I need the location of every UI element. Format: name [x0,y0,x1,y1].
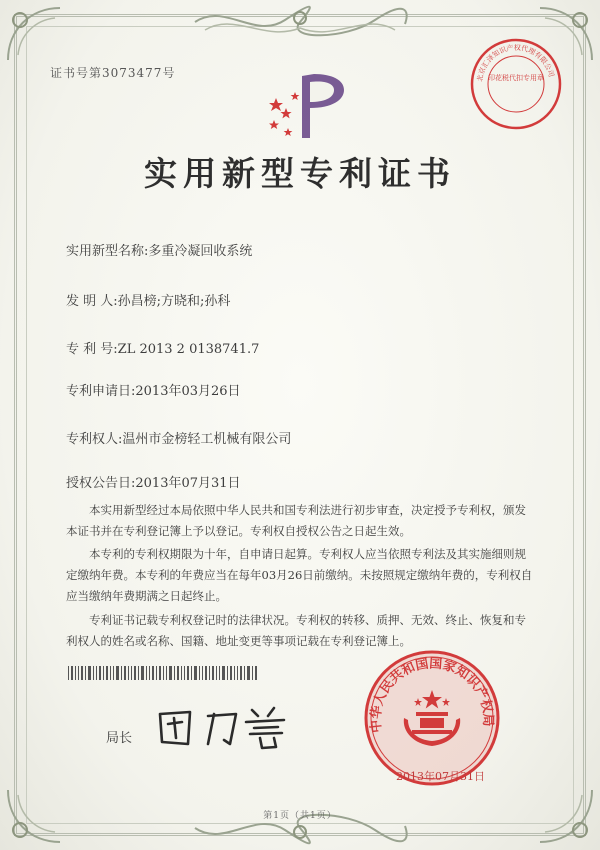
inventor-label: 发 明 人: [66,294,118,309]
body-paragraph-term: 本专利的专利权期限为十年，自申请日起算。专利权人应当依照专利法及其实施细则规定缴纳年费。本专利的年费应当在每年03月26日前缴纳。未按照规定缴纳年费的，专利权自应当缴纳年费期满之日起终止。 [66,547,533,603]
body-paragraph-grant: 本实用新型经过本局依照中华人民共和国专利法进行初步审查，决定授予专利权，颁发本证书并在专利登记簿上予以登记。专利权自授权公告之日起生效。 [66,503,526,538]
field-patent-number [66,338,259,357]
certificate-number: 证书号第3073477号 [50,66,176,80]
body-paragraph-legal-status: 专利证书记载专利权登记时的法律状况。专利权的转移、质押、无效、终止、恢复和专利权人的姓名或名称、国籍、地址变更等事项记载在专利登记簿上。 [66,613,526,648]
grant-date-label: 授权公告日: [66,476,136,491]
national-seal-text: 中华人民共和国国家知识产权局 [368,656,496,734]
field-utility-model-name [66,240,252,259]
filing-date-label: 专利申请日: [66,384,136,399]
top-ornament [185,2,415,42]
field-inventor [66,290,230,309]
patentee-value: 温州市金榜轻工机械有限公司 [122,432,292,447]
certificate-title: 实用新型专利证书 [144,154,456,193]
inventor-value: 孙昌榜;方晓和;孙科 [117,294,231,309]
agency-tax-seal [468,36,564,132]
patent-office-logo-icon [262,68,352,148]
corner-ornament-top-left [0,0,70,70]
barcode [68,666,258,680]
field-grant-date [66,472,241,491]
utility-model-name-value: 多重冷凝回收系统 [148,244,253,259]
director-signature [150,700,300,752]
field-patentee [66,428,291,447]
national-ip-office-seal [362,648,502,788]
page-number: 第1页（共1页） [263,811,337,821]
patent-number-value: ZL 2013 2 0138741.7 [117,342,260,357]
patent-number-label: 专 利 号: [66,342,118,357]
agency-seal-inner-text: 印花税代扣专用章 [488,74,544,82]
filing-date-value: 2013年03月26日 [135,384,241,399]
seal-date: 2013年07月31日 [396,770,485,783]
agency-seal-text: 北京汇泽知识产权代理有限公司 [475,43,556,83]
grant-date-value: 2013年07月31日 [135,476,241,491]
patentee-label: 专利权人: [66,432,123,447]
field-filing-date [66,380,241,399]
director-label: 局长 [106,731,133,746]
utility-model-name-label: 实用新型名称: [66,244,149,259]
